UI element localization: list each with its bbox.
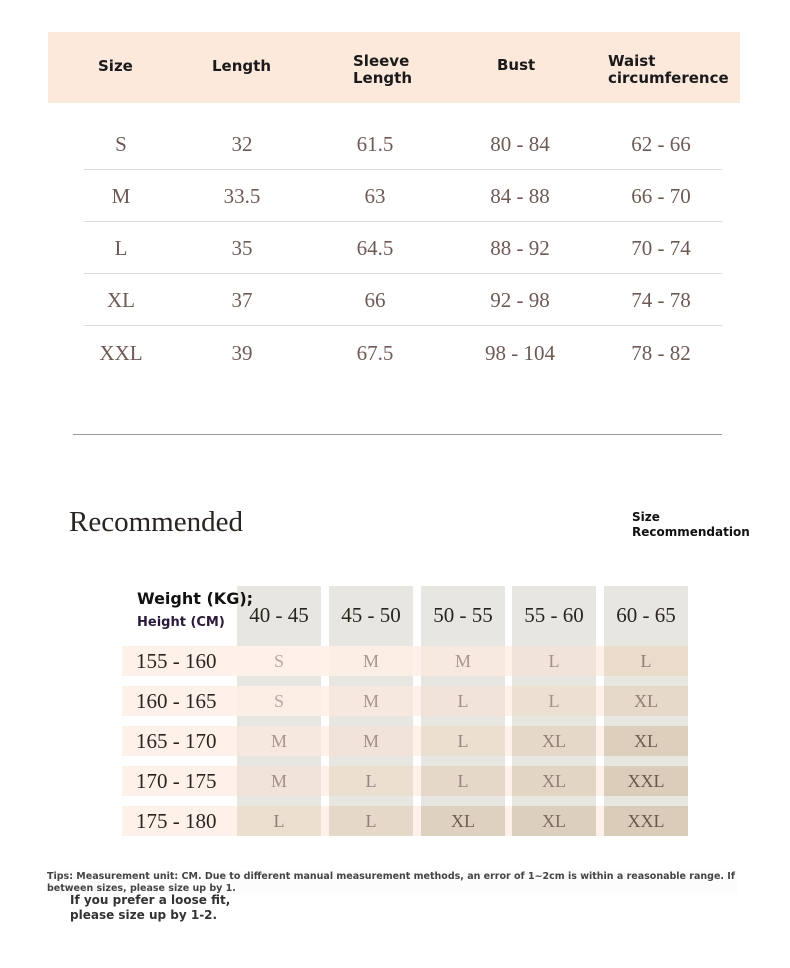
cell-sleeve: 63	[364, 184, 386, 208]
section-divider	[73, 434, 722, 435]
side-label-line2: Recommendation	[632, 525, 750, 539]
header-sleeve-line1: Sleeve	[353, 52, 410, 70]
recommended-size-cell: M	[421, 646, 505, 676]
cell-sleeve: 61.5	[356, 132, 394, 156]
cell-length: 35	[231, 236, 253, 260]
height-label: 170 - 175	[136, 769, 217, 793]
cell-length: 32	[231, 132, 253, 156]
weight-header: 50 - 55	[433, 603, 493, 627]
size-recommendation-label	[632, 510, 750, 540]
cell-sleeve: 66	[364, 288, 386, 312]
recommended-size-cell: XL	[604, 726, 688, 756]
cell-size: L	[114, 236, 128, 260]
recommended-title: Recommended	[69, 506, 243, 538]
height-label: 160 - 165	[136, 689, 217, 713]
cell-bust: 84 - 88	[490, 184, 550, 208]
recommended-size-cell: M	[329, 686, 413, 716]
header-length: Length	[212, 57, 271, 75]
height-label: 175 - 180	[136, 809, 217, 833]
recommended-size-cell: M	[329, 646, 413, 676]
recommended-size-cell: XL	[512, 806, 596, 836]
cell-size: XL	[107, 288, 135, 312]
recommended-size-cell: XL	[512, 726, 596, 756]
recommended-size-cell: L	[512, 686, 596, 716]
cell-size: M	[111, 184, 131, 208]
table-row	[84, 274, 722, 326]
cell-bust: 88 - 92	[490, 236, 550, 260]
recommended-size-cell: L	[604, 646, 688, 676]
recommended-size-cell: L	[237, 806, 321, 836]
recommended-size-cell: M	[329, 726, 413, 756]
side-label-line1: Size	[632, 510, 660, 524]
height-label: 165 - 170	[136, 729, 217, 753]
recommended-size-cell: XXL	[604, 806, 688, 836]
recommended-size-cell: L	[421, 726, 505, 756]
header-waist-line2: circumference	[608, 69, 729, 87]
header-waist	[608, 53, 729, 87]
weight-header: 45 - 50	[341, 603, 401, 627]
cell-bust: 80 - 84	[490, 132, 550, 156]
header-sleeve-length	[353, 53, 412, 87]
weight-header: 60 - 65	[616, 603, 676, 627]
recommended-size-cell: M	[237, 726, 321, 756]
cell-length: 37	[231, 288, 253, 312]
weight-header: 40 - 45	[249, 603, 309, 627]
height-label: 155 - 160	[136, 649, 217, 673]
recommended-size-cell: M	[237, 766, 321, 796]
weight-axis-label: Weight (KG);	[137, 589, 254, 608]
height-axis-label: Height (CM)	[137, 615, 225, 630]
recommended-size-cell: S	[237, 646, 321, 676]
tips-text: Tips: Measurement unit: CM. Due to different manual measurement methods, an error of 1~2cm is within a reasonable range. If between sizes, please size up by 1.	[47, 871, 737, 895]
cell-length: 39	[231, 341, 253, 365]
table-row	[84, 170, 722, 222]
recommended-size-cell: L	[329, 766, 413, 796]
cell-size: XXL	[99, 341, 143, 365]
cell-waist: 74 - 78	[631, 288, 691, 312]
cell-waist: 78 - 82	[631, 341, 691, 365]
cell-waist: 66 - 70	[631, 184, 691, 208]
cell-sleeve: 64.5	[356, 236, 394, 260]
cell-length: 33.5	[223, 184, 261, 208]
recommended-size-cell: L	[421, 686, 505, 716]
row-gap	[122, 676, 688, 686]
cell-bust: 92 - 98	[490, 288, 550, 312]
cell-bust: 98 - 104	[485, 341, 555, 365]
recommended-size-cell: L	[329, 806, 413, 836]
cell-size: S	[115, 132, 127, 156]
table-row	[84, 118, 722, 170]
cell-waist: 70 - 74	[631, 236, 691, 260]
recommended-size-cell: XL	[421, 806, 505, 836]
recommended-size-cell: S	[237, 686, 321, 716]
loose-fit-tip: If you prefer a loose fit, please size up by 1-2.	[70, 893, 231, 922]
size-chart-header	[48, 32, 740, 103]
row-divider	[84, 325, 722, 326]
recommended-size-cell: L	[421, 766, 505, 796]
cell-waist: 62 - 66	[631, 132, 691, 156]
cell-sleeve: 67.5	[356, 341, 394, 365]
header-waist-line1: Waist	[608, 52, 656, 70]
table-row	[84, 222, 722, 274]
recommended-size-cell: L	[512, 646, 596, 676]
recommended-size-cell: XXL	[604, 766, 688, 796]
header-sleeve-line2: Length	[353, 69, 412, 87]
weight-header: 55 - 60	[524, 603, 584, 627]
table-row	[84, 327, 722, 379]
header-size: Size	[98, 57, 133, 75]
recommended-size-cell: XL	[604, 686, 688, 716]
recommended-size-cell: XL	[512, 766, 596, 796]
header-bust: Bust	[497, 56, 536, 74]
